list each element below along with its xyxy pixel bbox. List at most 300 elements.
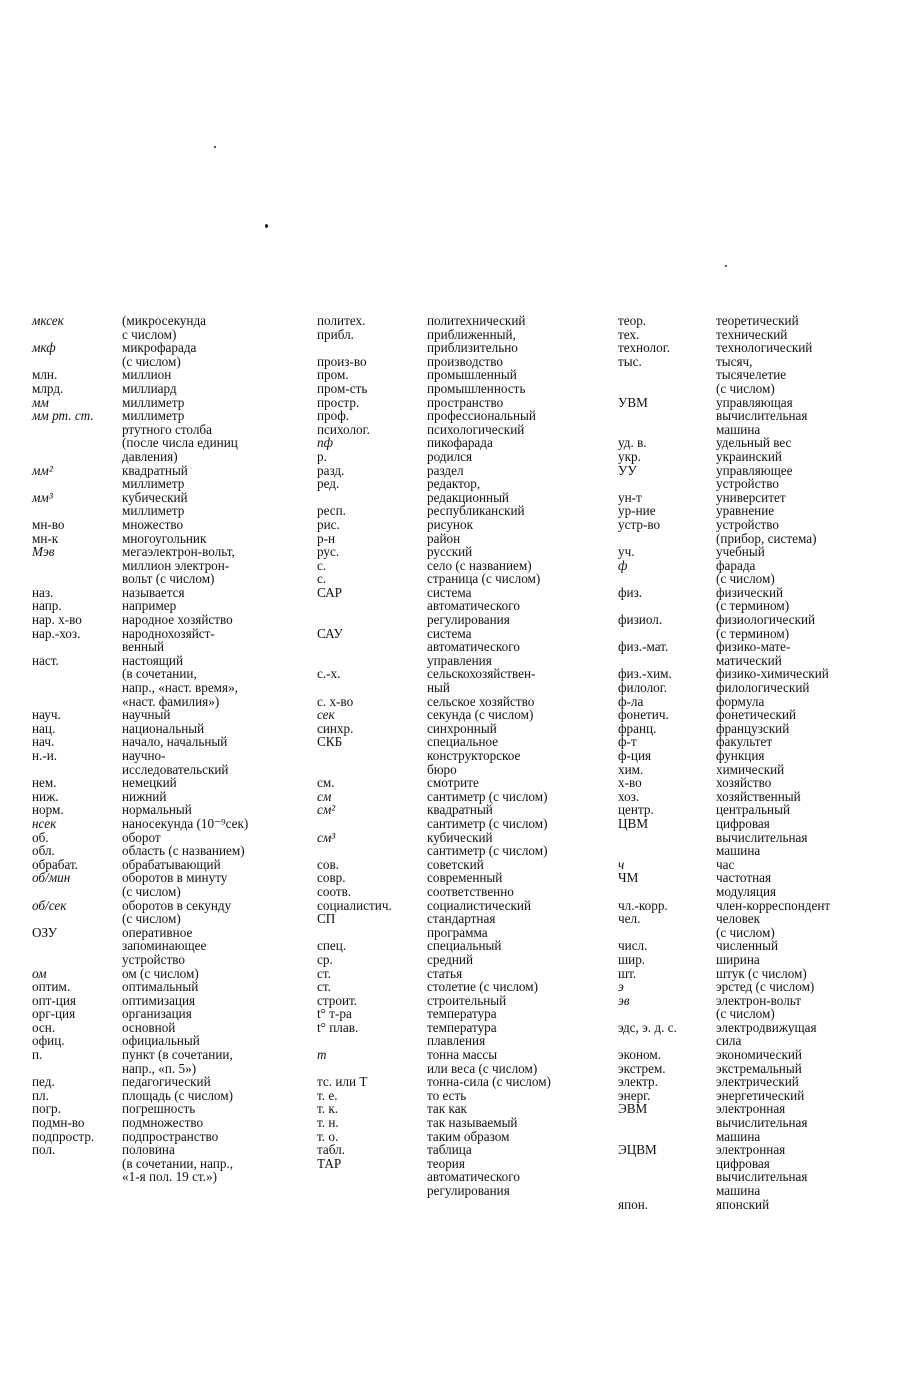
meaning: подмножество (122, 1115, 204, 1131)
abbreviation: t° т-ра (317, 1006, 352, 1022)
abbreviation: УВМ (618, 394, 648, 410)
meaning: множество (122, 516, 184, 532)
abbreviation: пол. (32, 1142, 56, 1158)
abbreviation: совр. (317, 870, 346, 886)
abbreviation-entry (317, 1130, 605, 1144)
abbreviation: пф (317, 435, 333, 451)
abbreviation-entry (618, 858, 921, 872)
meaning: машина (716, 421, 761, 437)
meaning: энергетический (716, 1087, 805, 1103)
abbreviation: т. н. (317, 1115, 339, 1131)
meaning: село (с названием) (427, 557, 532, 573)
abbreviation-entry (618, 790, 921, 804)
abbreviation: Мэв (32, 544, 55, 560)
abbreviation-entry (32, 532, 302, 546)
meaning: центральный (716, 802, 791, 818)
abbreviation-entry (618, 967, 921, 981)
meaning: управляющее (716, 462, 793, 478)
meaning: научный (122, 707, 171, 723)
print-speck (725, 265, 727, 267)
abbreviation-entry (32, 871, 302, 885)
abbreviation-entry (32, 368, 302, 382)
meaning: квадратный (122, 462, 188, 478)
meaning: (с числом) (716, 924, 775, 940)
abbreviation: р. (317, 448, 327, 464)
abbreviation-entry (317, 409, 605, 423)
abbreviation: мм² (32, 462, 53, 478)
abbreviation-entry (317, 545, 605, 559)
abbreviation-entry (317, 341, 605, 355)
abbreviation-entry (618, 1143, 921, 1157)
abbreviation: ниж. (32, 788, 59, 804)
meaning: пикофарада (427, 435, 493, 451)
abbreviation-entry (618, 994, 921, 1008)
abbreviation-entry (32, 708, 302, 722)
abbreviation-entry (32, 586, 302, 600)
abbreviation (32, 477, 122, 491)
meaning: (с термином) (716, 625, 790, 641)
abbreviation-entry (32, 939, 302, 953)
meaning: конструкторское (427, 748, 521, 763)
abbreviation: подпростр. (32, 1128, 95, 1144)
meaning: вычислительная (716, 1169, 808, 1185)
meaning: матический (716, 652, 782, 668)
meaning: оборот (122, 829, 161, 845)
meaning: экономический (716, 1047, 802, 1063)
abbreviation-entry (317, 681, 605, 695)
meaning: национальный (122, 720, 205, 736)
meaning: (после числа единиц (122, 435, 238, 451)
abbreviation (618, 1130, 716, 1144)
abbreviation-entry (317, 871, 605, 885)
meaning: статья (427, 965, 463, 981)
abbreviation-entry (317, 749, 605, 763)
abbreviation: ЦВМ (618, 815, 649, 831)
abbreviation (618, 654, 716, 668)
abbreviation-entry (317, 1184, 605, 1198)
meaning: управляющая (716, 394, 793, 410)
meaning: кубический (122, 489, 188, 505)
abbreviation (32, 640, 122, 654)
abbreviation-entry (618, 396, 921, 410)
abbreviation: соотв. (317, 883, 352, 899)
abbreviation-entry (317, 803, 605, 817)
meaning: функция (716, 748, 765, 763)
abbreviation-entry (317, 1021, 605, 1035)
meaning: оперативное (122, 924, 193, 940)
abbreviation-entry (32, 355, 302, 369)
abbreviation: осн. (32, 1019, 56, 1035)
meaning: оборотов в секунду (122, 897, 232, 913)
meaning: пространство (427, 394, 504, 410)
abbreviation (32, 763, 122, 777)
abbreviation: центр. (618, 802, 654, 818)
abbreviation: ср. (317, 951, 333, 967)
meaning: (микросекунда (122, 313, 207, 328)
meaning: венный (122, 639, 165, 655)
abbreviation-entry (32, 545, 302, 559)
abbreviation (32, 328, 122, 342)
abbreviation: САР (317, 584, 342, 600)
abbreviation (618, 572, 716, 586)
abbreviation: мм³ (32, 489, 53, 505)
abbreviation: напр. (32, 598, 62, 614)
meaning: (с числом) (122, 883, 181, 899)
abbreviation (317, 681, 427, 695)
abbreviation: с.-х. (317, 666, 341, 682)
abbreviation-entry (317, 858, 605, 872)
abbreviation-entry (32, 518, 302, 532)
abbreviation: САУ (317, 625, 343, 641)
abbreviation: р-н (317, 530, 336, 546)
abbreviation: мкф (32, 340, 56, 356)
abbreviation: мн-к (32, 530, 59, 546)
meaning: (с числом) (716, 1006, 775, 1022)
abbreviation: х-во (618, 775, 642, 791)
abbreviation: социалистич. (317, 897, 392, 913)
abbreviation-entry (32, 314, 302, 328)
meaning: редактор, (427, 476, 481, 492)
abbreviation-entry (317, 572, 605, 586)
meaning: температура (427, 1006, 497, 1022)
meaning: народное хозяйство (122, 612, 233, 628)
meaning: редакционный (427, 489, 509, 505)
abbreviation-entry (618, 980, 921, 994)
abbreviation-entry (618, 1102, 921, 1116)
abbreviation-entry (618, 1157, 921, 1171)
abbreviation (32, 504, 122, 518)
abbreviation-entry (32, 695, 302, 709)
meaning: электронная (716, 1101, 786, 1117)
meaning: регулирования (427, 1183, 510, 1198)
abbreviation-entry (618, 518, 921, 532)
abbreviation-entry (32, 817, 302, 831)
abbreviation: психолог. (317, 421, 370, 437)
abbreviation: ом (32, 965, 47, 981)
meaning: член-корреспондент (716, 897, 831, 913)
meaning: устройство (716, 476, 779, 492)
meaning: сельскохозяйствен- (427, 666, 536, 682)
abbreviation-entry (317, 1075, 605, 1089)
meaning: промышленность (427, 380, 526, 396)
abbreviation-entry (317, 1116, 605, 1130)
abbreviation: шир. (618, 951, 646, 967)
abbreviation-entry (618, 464, 921, 478)
abbreviation: н.-и. (32, 748, 58, 763)
meaning: человек (716, 911, 761, 927)
abbreviation: прибл. (317, 326, 354, 342)
meaning: фарада (716, 557, 756, 573)
meaning: квадратный (427, 802, 493, 818)
abbreviation: мн-во (32, 516, 65, 532)
meaning: ширина (716, 951, 760, 967)
abbreviation-entry (618, 885, 921, 899)
abbreviation: спец. (317, 938, 347, 954)
abbreviation: физ. (618, 584, 643, 600)
meaning: сантиметр (с числом) (427, 843, 548, 859)
meaning: уравнение (716, 503, 775, 519)
meaning: русский (427, 544, 473, 560)
meaning: цифровая (716, 815, 770, 831)
abbreviation-entry (317, 1170, 605, 1184)
abbreviation: науч. (32, 707, 61, 723)
abbreviation-entry (317, 790, 605, 804)
abbreviation (618, 409, 716, 423)
abbreviation-entry (317, 885, 605, 899)
abbreviation: СКБ (317, 734, 343, 750)
abbreviation-entry (32, 640, 302, 654)
abbreviation: сов. (317, 856, 339, 872)
meaning: смотрите (427, 775, 479, 791)
abbreviation (618, 423, 716, 437)
meaning: (с числом) (122, 353, 181, 369)
meaning: промышленный (427, 367, 517, 383)
abbreviation: ф-т (618, 734, 637, 750)
meaning: основной (122, 1019, 176, 1035)
meaning: вычислительная (716, 829, 808, 845)
abbreviation: см (317, 788, 332, 804)
meaning: устройство (122, 951, 185, 967)
meaning: микрофарада (122, 340, 197, 356)
meaning: научно- (122, 748, 166, 763)
abbreviation (32, 695, 122, 709)
abbreviation: рус. (317, 544, 340, 560)
meaning: французский (716, 720, 790, 736)
abbreviation-entry (618, 423, 921, 437)
meaning: регулирования (427, 612, 510, 628)
abbreviation (32, 1062, 122, 1076)
abbreviation: см. (317, 775, 335, 791)
meaning: нижний (122, 788, 167, 804)
meaning: средний (427, 951, 474, 967)
meaning: то есть (427, 1087, 467, 1103)
meaning: система (427, 625, 472, 641)
meaning: производство (427, 353, 503, 369)
meaning: теория (427, 1155, 465, 1171)
abbreviation (618, 1170, 716, 1184)
abbreviation-entry (317, 1007, 605, 1021)
abbreviation-entry (618, 953, 921, 967)
abbreviation (618, 627, 716, 641)
abbreviation (618, 1184, 716, 1198)
abbreviation: с. х-во (317, 693, 354, 709)
abbreviation: строит. (317, 992, 358, 1008)
meaning: современный (427, 870, 503, 886)
abbreviation: опт-ция (32, 992, 76, 1008)
abbreviation-entry (618, 817, 921, 831)
abbreviation-entry (32, 844, 302, 858)
abbreviation-entry (32, 790, 302, 804)
meaning: наносекунда (10⁻⁹сек) (122, 815, 249, 831)
abbreviation: рис. (317, 516, 340, 532)
meaning: столетие (с числом) (427, 979, 539, 995)
abbreviation: нар.-хоз. (32, 625, 81, 641)
meaning: тысяч, (716, 353, 753, 369)
print-speck (214, 146, 216, 148)
meaning: немецкий (122, 775, 177, 791)
meaning: штук (с числом) (716, 965, 807, 981)
meaning: политехнический (427, 313, 526, 328)
abbreviation: ТАР (317, 1155, 342, 1171)
abbreviation-entry (317, 939, 605, 953)
meaning: (прибор, система) (716, 530, 817, 546)
abbreviation-entry (618, 559, 921, 573)
abbreviation-entry (317, 926, 605, 940)
meaning: родился (427, 448, 473, 464)
meaning: частотная (716, 870, 772, 886)
abbreviation-entry (317, 1143, 605, 1157)
abbreviation-entry (317, 640, 605, 654)
abbreviation-entry (618, 667, 921, 681)
meaning: запоминающее (122, 938, 207, 954)
abbreviation-entry (32, 803, 302, 817)
abbreviation: эдс, э. д. с. (618, 1019, 677, 1035)
abbreviation-entry (32, 409, 302, 423)
abbreviation-entry (32, 1062, 302, 1076)
abbreviation-entry (618, 450, 921, 464)
abbreviation: ч (618, 856, 625, 872)
abbreviation: фонетич. (618, 707, 669, 723)
abbreviation (618, 831, 716, 845)
meaning: миллиард (122, 380, 177, 396)
abbreviation: простр. (317, 394, 360, 410)
abbreviation (618, 1007, 716, 1021)
abbreviation (317, 844, 427, 858)
abbreviation-entry (32, 1048, 302, 1062)
meaning: педагогический (122, 1074, 211, 1090)
abbreviation: уч. (618, 544, 635, 560)
meaning: (с числом) (716, 380, 775, 396)
meaning: плавления (427, 1033, 486, 1049)
abbreviation-entry (32, 1143, 302, 1157)
abbreviation: обл. (32, 843, 55, 859)
abbreviation (317, 926, 427, 940)
abbreviation: нар. х-во (32, 612, 82, 628)
abbreviation-entry (317, 953, 605, 967)
abbreviation: мксек (32, 313, 64, 328)
meaning: профессиональный (427, 408, 536, 424)
abbreviation-entry (317, 654, 605, 668)
meaning: республиканский (427, 503, 525, 519)
abbreviation: ун-т (618, 489, 642, 505)
abbreviation-entry (618, 586, 921, 600)
meaning: теоретический (716, 313, 799, 328)
abbreviation (317, 1184, 427, 1198)
abbreviation-entry (618, 871, 921, 885)
meaning: приближенный, (427, 326, 516, 342)
abbreviation (317, 341, 427, 355)
abbreviation-entry (618, 341, 921, 355)
abbreviation-entry (32, 436, 302, 450)
abbreviation-entry (618, 708, 921, 722)
abbreviation: орг-ция (32, 1006, 76, 1022)
meaning: напр., «п. 5») (122, 1060, 197, 1076)
abbreviation-entry (618, 735, 921, 749)
abbreviation: ст. (317, 965, 331, 981)
meaning: обрабатывающий (122, 856, 221, 872)
abbreviation-entry (317, 912, 605, 926)
meaning: специальный (427, 938, 502, 954)
abbreviation (317, 749, 427, 763)
abbreviation (32, 885, 122, 899)
meaning: настоящий (122, 652, 184, 668)
abbreviation: пед. (32, 1074, 55, 1090)
meaning: вычислительная (716, 408, 808, 424)
meaning: напр., «наст. время», (122, 680, 238, 696)
abbreviation: УУ (618, 462, 637, 478)
abbreviation-entry (618, 1184, 921, 1198)
abbreviation: об/сек (32, 897, 67, 913)
abbreviation: офиц. (32, 1033, 65, 1049)
abbreviation-entry (618, 368, 921, 382)
abbreviation-entry (618, 926, 921, 940)
abbreviation: п. (32, 1047, 43, 1063)
abbreviation-entry (32, 1075, 302, 1089)
abbreviation-entry (32, 776, 302, 790)
abbreviation (618, 599, 716, 613)
abbreviation-entry (618, 695, 921, 709)
abbreviation (618, 382, 716, 396)
meaning: сельское хозяйство (427, 693, 535, 709)
meaning: тысячелетие (716, 367, 787, 383)
meaning: фонетический (716, 707, 797, 723)
meaning: с числом) (122, 326, 177, 342)
abbreviation-entry (32, 912, 302, 926)
abbreviation-entry (32, 681, 302, 695)
abbreviation (317, 599, 427, 613)
abbreviation-entry (317, 722, 605, 736)
abbreviation-entry (32, 450, 302, 464)
meaning: программа (427, 924, 488, 940)
abbreviation-entry (618, 1198, 921, 1212)
meaning: социалистический (427, 897, 532, 913)
abbreviation (317, 613, 427, 627)
meaning: строительный (427, 992, 507, 1008)
abbreviation-entry (317, 504, 605, 518)
abbreviation-entry (618, 504, 921, 518)
meaning: (с числом) (122, 911, 181, 927)
meaning: нормальный (122, 802, 192, 818)
abbreviation-column-2 (317, 314, 605, 1198)
meaning: миллиметр (122, 408, 185, 424)
meaning: машина (716, 1128, 761, 1144)
abbreviation-entry (618, 436, 921, 450)
meaning: страница (с числом) (427, 571, 541, 587)
meaning: машина (716, 843, 761, 859)
meaning: формула (716, 693, 765, 709)
abbreviation-entry (618, 1048, 921, 1062)
abbreviation: подмн-во (32, 1115, 85, 1131)
abbreviation-entry (317, 314, 605, 328)
abbreviation (317, 817, 427, 831)
meaning: официальный (122, 1033, 200, 1049)
meaning: ный (427, 680, 450, 696)
meaning: (в сочетании, напр., (122, 1155, 234, 1171)
abbreviation-entry (317, 477, 605, 491)
abbreviation-entry (317, 613, 605, 627)
abbreviation-entry (317, 994, 605, 1008)
abbreviation-entry (32, 1102, 302, 1116)
meaning: половина (122, 1142, 175, 1158)
abbreviation: ЧМ (618, 870, 639, 886)
meaning: народнохозяйст- (122, 625, 215, 641)
abbreviation-entry (32, 1007, 302, 1021)
meaning: электронная (716, 1142, 786, 1158)
abbreviation-entry (32, 763, 302, 777)
abbreviation (618, 1116, 716, 1130)
meaning: электрон-вольт (716, 992, 802, 1008)
abbreviation-entry (32, 613, 302, 627)
